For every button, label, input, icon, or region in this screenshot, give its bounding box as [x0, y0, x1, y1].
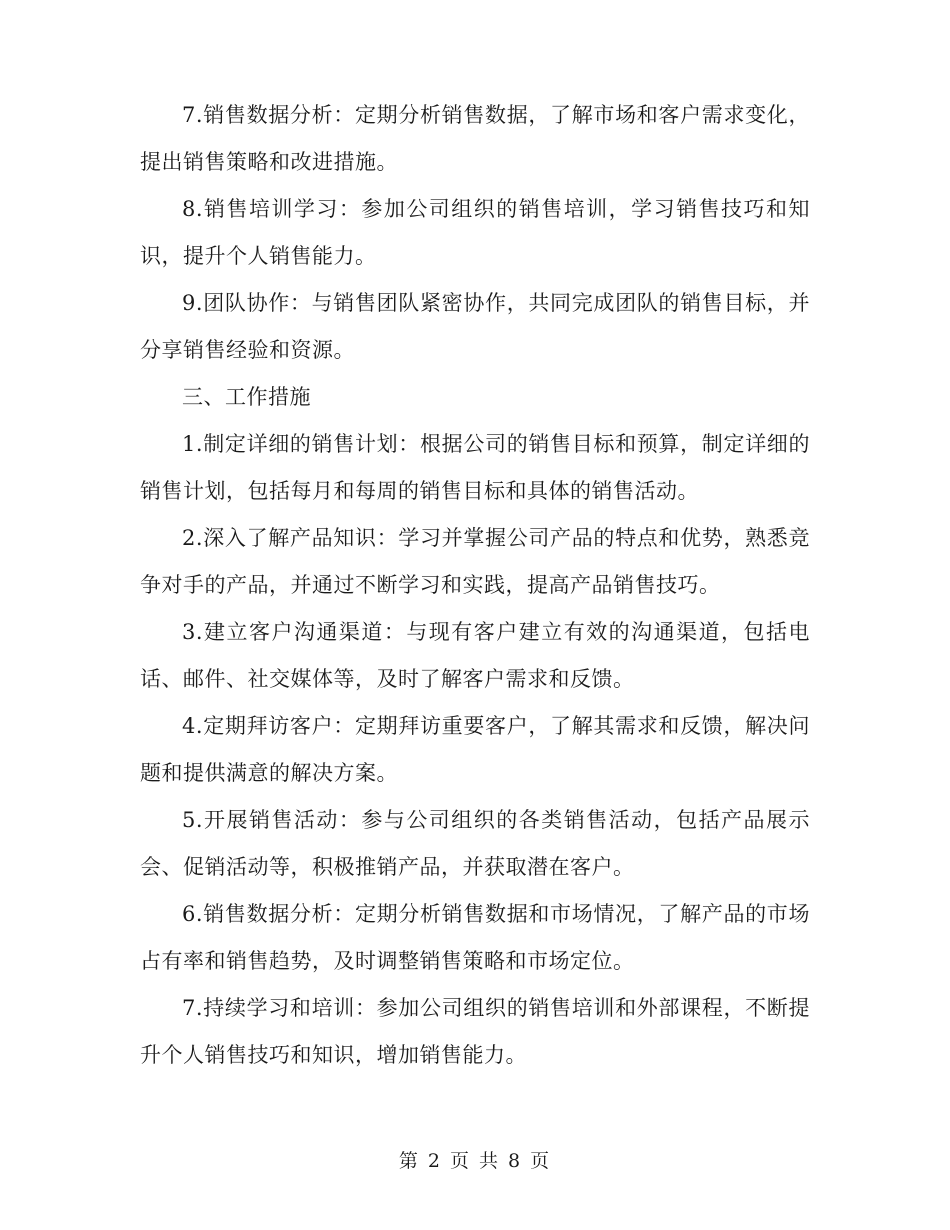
paragraph-measure-2: 2.深入了解产品知识：学习并掌握公司产品的特点和优势，熟悉竞争对手的产品，并通过不断学习和实践，提高产品销售技巧。: [140, 526, 810, 597]
paragraph-item-8-sales-training: 8.销售培训学习：参加公司组织的销售培训，学习销售技巧和知识，提升个人销售能力。: [140, 197, 810, 268]
section-heading-work-measures: 三、工作措施: [182, 385, 311, 409]
page-number-footer: 第 2 页 共 8 页: [398, 1150, 552, 1172]
paragraph-measure-1: 1.制定详细的销售计划：根据公司的销售目标和预算，制定详细的销售计划，包括每月和每周的销售目标和具体的销售活动。: [140, 432, 810, 503]
paragraph-measure-3: 3.建立客户沟通渠道：与现有客户建立有效的沟通渠道，包括电话、邮件、社交媒体等，及时了解客户需求和反馈。: [140, 620, 810, 691]
paragraph-item-9-team-collaboration: 9.团队协作：与销售团队紧密协作，共同完成团队的销售目标，并分享销售经验和资源。: [140, 291, 810, 362]
paragraph-measure-7: 7.持续学习和培训：参加公司组织的销售培训和外部课程，不断提升个人销售技巧和知识，增加销售能力。: [140, 996, 810, 1067]
paragraph-measure-6: 6.销售数据分析：定期分析销售数据和市场情况，了解产品的市场占有率和销售趋势，及时调整销售策略和市场定位。: [140, 902, 810, 973]
paragraph-item-7-sales-data-analysis: 7.销售数据分析：定期分析销售数据，了解市场和客户需求变化，提出销售策略和改进措施。: [140, 103, 810, 174]
paragraph-measure-5: 5.开展销售活动：参与公司组织的各类销售活动，包括产品展示会、促销活动等，积极推销产品，并获取潜在客户。: [140, 808, 810, 879]
paragraph-measure-4: 4.定期拜访客户：定期拜访重要客户，了解其需求和反馈，解决问题和提供满意的解决方案。: [140, 714, 810, 785]
